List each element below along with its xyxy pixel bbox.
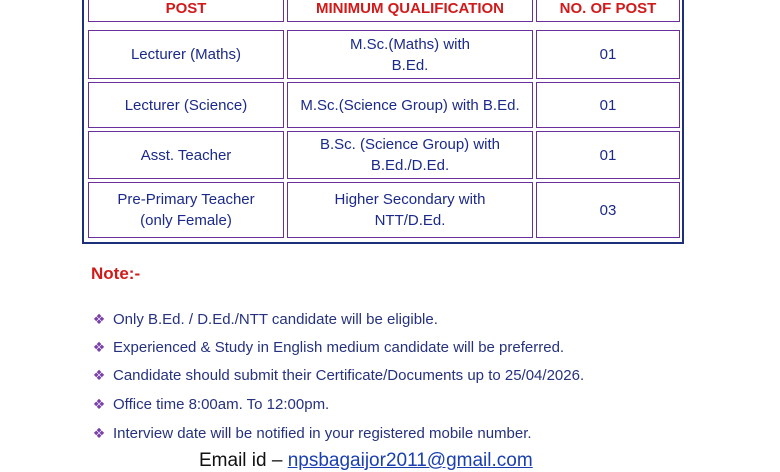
email-line xyxy=(199,450,533,472)
email-link[interactable]: npsbagaijor2011@gmail.com xyxy=(287,450,533,471)
row-3-post: Asst. Teacher xyxy=(88,131,284,179)
note-item-3: ❖ Candidate should submit their Certificate/Documents up to 25/04/2026. xyxy=(92,367,585,384)
header-post: POST xyxy=(88,0,284,22)
diamond-bullet-icon: ❖ xyxy=(92,396,106,412)
diamond-bullet-icon: ❖ xyxy=(92,339,106,355)
header-qualification: MINIMUM QUALIFICATION xyxy=(287,0,533,22)
diamond-bullet-icon: ❖ xyxy=(92,425,106,441)
row-4-count: 03 xyxy=(536,182,680,238)
row-1-count: 01 xyxy=(536,30,680,79)
row-1-post: Lecturer (Maths) xyxy=(88,30,284,79)
diamond-bullet-icon: ❖ xyxy=(92,311,106,327)
row-4-post: Pre-Primary Teacher (only Female) xyxy=(88,182,284,238)
note-item-4: ❖ Office time 8:00am. To 12:00pm. xyxy=(92,396,330,413)
row-4-qualification: Higher Secondary with NTT/D.Ed. xyxy=(287,182,533,238)
row-2-count: 01 xyxy=(536,82,680,128)
row-3-count: 01 xyxy=(536,131,680,179)
header-count: NO. OF POST xyxy=(536,0,680,22)
note-title: Note:- xyxy=(91,264,141,283)
row-1-qualification: M.Sc.(Maths) with B.Ed. xyxy=(287,30,533,79)
diamond-bullet-icon: ❖ xyxy=(92,367,106,383)
note-item-1: ❖ Only B.Ed. / D.Ed./NTT candidate will be eligible. xyxy=(92,311,438,328)
note-item-5: ❖ Interview date will be notified in your registered mobile number. xyxy=(92,425,532,442)
note-item-2: ❖ Experienced & Study in English medium candidate will be preferred. xyxy=(92,339,565,356)
vacancy-table xyxy=(82,0,684,244)
row-3-qualification: B.Sc. (Science Group) with B.Ed./D.Ed. xyxy=(287,131,533,179)
email-label: Email id – xyxy=(199,450,288,471)
row-2-qualification: M.Sc.(Science Group) with B.Ed. xyxy=(287,82,533,128)
row-2-post: Lecturer (Science) xyxy=(88,82,284,128)
